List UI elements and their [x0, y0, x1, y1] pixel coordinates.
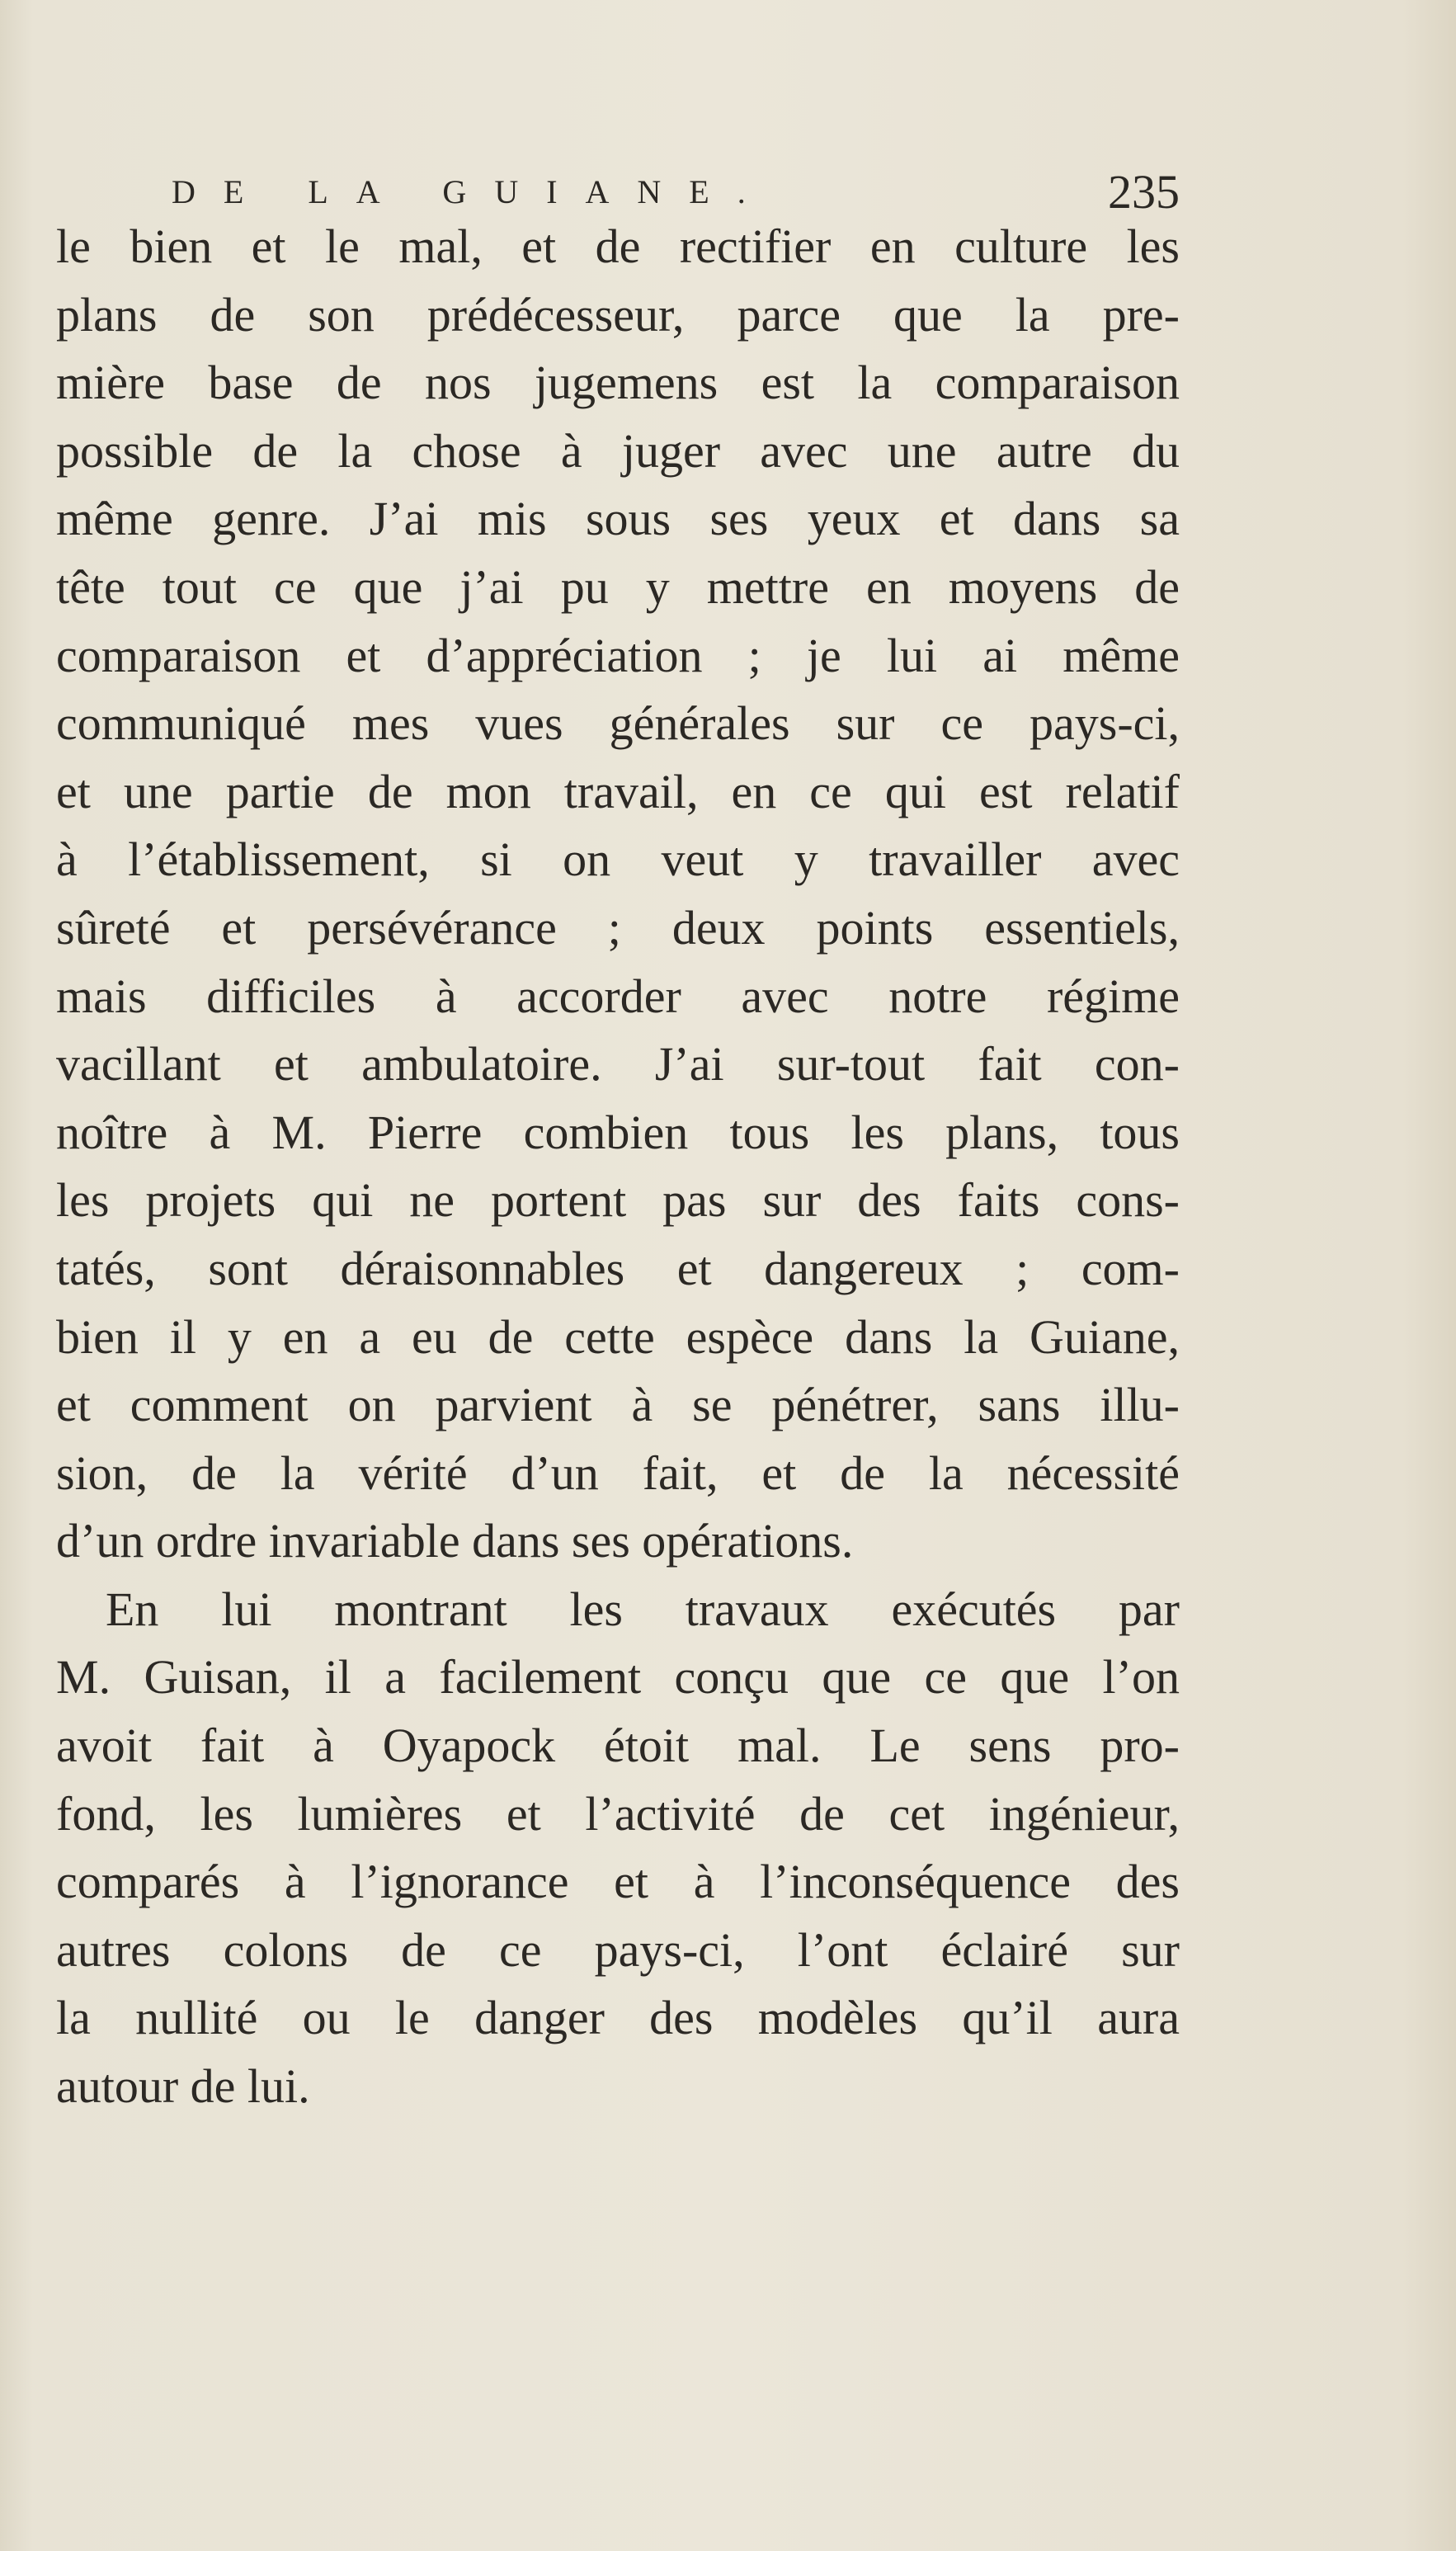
text-line: sûreté et persévérance ; deux points essentiels, [56, 900, 1180, 955]
text-line: même genre. J’ai mis sous ses yeux et dans sa [56, 492, 1180, 546]
text-line: le bien et le mal, et de rectifier en culture les [56, 219, 1180, 273]
text-line: autour de lui. [56, 2059, 310, 2114]
text-line: et comment on parvient à se pénétrer, sans illu- [56, 1378, 1180, 1432]
text-line: comparés à l’ignorance et à l’inconséquence des [56, 1855, 1180, 1909]
page-number: 235 [1108, 165, 1180, 219]
body-text [56, 213, 1180, 2121]
text-line: mais difficiles à accorder avec notre régime [56, 969, 1180, 1023]
text-line: noître à M. Pierre combien tous les plans, tous [56, 1105, 1180, 1159]
text-line: les projets qui ne portent pas sur des faits cons- [56, 1173, 1180, 1228]
text-line: avoit fait à Oyapock étoit mal. Le sens pro- [56, 1719, 1180, 1773]
text-line: autres colons de ce pays-ci, l’ont éclairé sur [56, 1922, 1180, 1977]
paragraph-start-line: En lui montrant les travaux exécutés par [106, 1582, 1180, 1636]
text-line: sion, de la vérité d’un fait, et de la nécessité [56, 1445, 1180, 1500]
text-line: bien il y en a eu de cette espèce dans la Guiane, [56, 1309, 1180, 1364]
running-title: DE LA GUIANE. [172, 173, 774, 210]
text-line: M. Guisan, il a facilement conçu que ce que l’on [56, 1650, 1180, 1705]
text-line: d’un ordre invariable dans ses opérations. [56, 1514, 854, 1568]
text-line: communiqué mes vues générales sur ce pays-ci, [56, 696, 1180, 751]
text-line: à l’établissement, si on veut y travailler avec [56, 832, 1180, 887]
text-line: possible de la chose à juger avec une autre du [56, 423, 1180, 478]
text-line: et une partie de mon travail, en ce qui est relatif [56, 764, 1180, 818]
text-line: plans de son prédécesseur, parce que la pre- [56, 287, 1180, 342]
text-line: tête tout ce que j’ai pu y mettre en moyens de [56, 559, 1180, 614]
text-line: vacillant et ambulatoire. J’ai sur-tout fait con- [56, 1037, 1180, 1092]
text-line: tatés, sont déraisonnables et dangereux ; com- [56, 1241, 1180, 1295]
text-line: la nullité ou le danger des modèles qu’il aura [56, 1991, 1180, 2045]
text-line: fond, les lumières et l’activité de cet ingénieur, [56, 1786, 1180, 1841]
text-line: comparaison et d’appréciation ; je lui ai même [56, 628, 1180, 682]
text-line: mière base de nos jugemens est la comparaison [56, 356, 1180, 410]
